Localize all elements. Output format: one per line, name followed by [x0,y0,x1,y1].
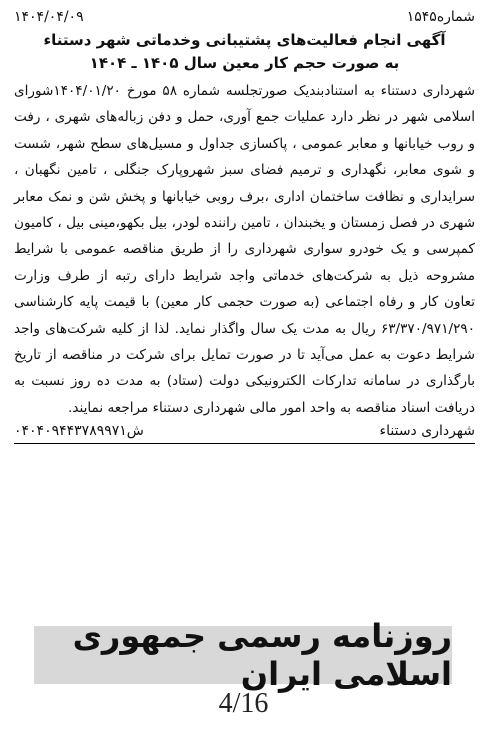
ad-date: ۱۴۰۴/۰۴/۰۹ [14,9,84,25]
ad-footer [14,421,475,444]
ad-title-line1: آگهی انجام فعالیت‌های پشتیبانی وخدماتی شهر دستناء [43,31,446,49]
page-indicator[interactable]: 4/16 [218,688,269,719]
newspaper-banner [34,617,452,693]
newspaper-banner-text: روزنامه رسمی جمهوری اسلامی ایران [72,617,452,693]
ad-header [14,6,475,28]
ad-number: شماره۱۵۴۵ [406,9,475,25]
ad-phone: ش۰۴۰۴۰۹۴۴۳۷۸۹۹۷۱ [14,423,144,440]
ad-title-line2: به صورت حجم کار معین سال ۱۴۰۵ ـ ۱۴۰۴ [89,54,400,72]
advertisement [14,6,475,444]
ad-signature: شهرداری دستناء [379,423,475,440]
ad-body: شهرداری دستناء به استنادبندیک صورتجلسه شماره ۵۸ مورخ ۱۴۰۴/۰۱/۲۰شورای اسلامی شهر در نظر دارد عملیات جمع آوری، حمل و دفن زباله‌های شهری ، رفت و روب خیابانها و معابر عمومی ، پاکسازی جداول و مسیل‌های سطح شهر، شست و شوی معابر، نگهداری و ترمیم فضای سبز شهروپارک جنگلی ، تامین نگهبان ، سرایداری و نظافت ساختمان اداری ،برف روبی خیابانها و پخش شن و نمک معابر شهری در فصل زمستان و یخبندان ، تامین راننده لودر، بیل بکهو،مینی بیل ، کامیون کمپرسی و یک خودرو سواری شهرداری را از طریق مناقصه عمومی با شرایط مشروحه ذیل به شرکت‌های خدماتی واجد شرایط دارای رتبه از طرف وزارت تعاون کار و رفاه اجتماعی (به صورت حجمی کار معین) با قیمت پایه کارشناسی ۶۳/۳۷۰/۹۷۱/۲۹۰ ریال به مدت یک سال واگذار نماید. لذا از کلیه شرکت‌های واجد شرایط دعوت به عمل می‌آید تا در صورت تمایل برای شرکت در مناقصه از تاریخ بارگذاری در سامانه تدارکات الکترونیکی دولت (ستاد) به مدت ده روز نسبت به دریافت اسناد مناقصه به واحد امور مالی شهرداری دستناء مراجعه نمایند. [14,83,475,416]
